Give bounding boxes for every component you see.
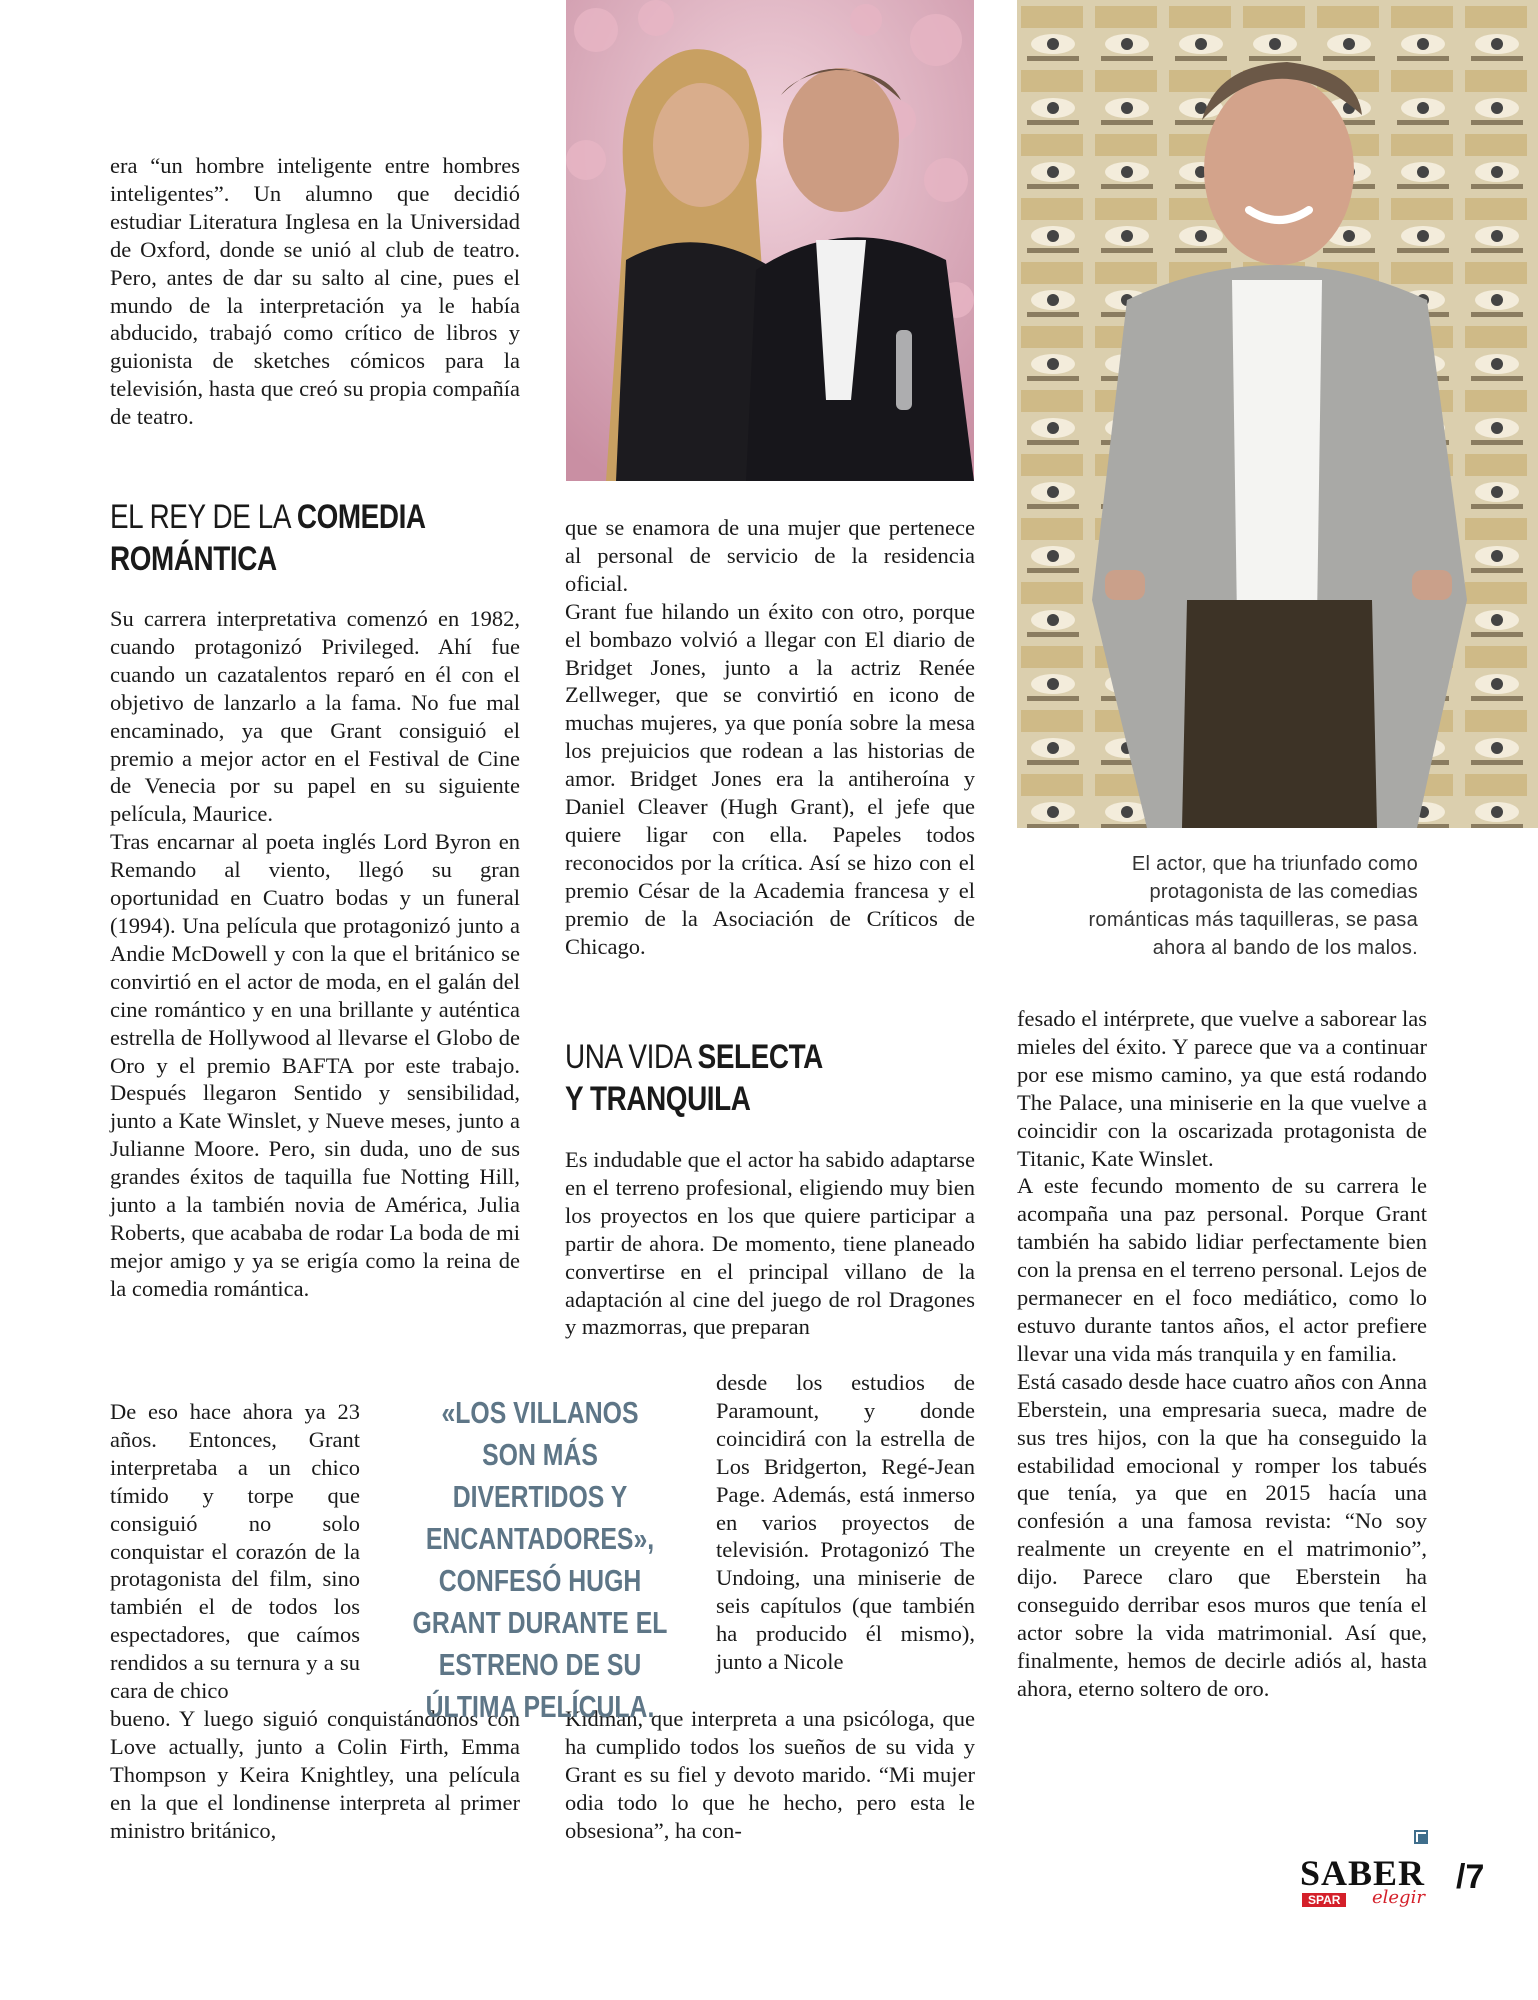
logo-store: SPAR <box>1308 1893 1341 1907</box>
heading2-bold-2: Y TRANQUILA <box>565 1080 751 1118</box>
portrait-photo <box>1017 0 1538 828</box>
col1-paragraph-3-wide: bueno. Y luego siguió conquistándonos con Love actually, junto a Colin Firth, Emma Thompson y Keira Knightley, una película en la que el londinense interpreta al primer ministro británico, <box>110 1706 520 1843</box>
col2-paragraph-3-narrow: desde los estudios de Paramount, y donde coincidirá con la estrella de Los Bridgerton, Regé-Jean Page. Además, está inmerso en varios proyectos de televisión. Protagonizó The Undoing, una miniserie de seis capítulos (que también ha producido él mismo), junto a Nicole <box>716 1370 975 1675</box>
section-heading-1 <box>110 496 426 580</box>
couple-photo <box>566 0 974 481</box>
heading1-light: EL REY DE LA <box>110 498 290 536</box>
saber-elegir-logo <box>1300 1855 1448 1917</box>
col1-paragraph-1: Su carrera interpretativa comenzó en 1982, cuando protagonizó Privileged. Ahí fue cuando un cazatalentos reparó en él con el objetivo de lanzarlo a la fama. No fue mal encaminado, ya que Grant consiguió el premio a mejor actor en el Festival de Cine de Venecia por su papel en su siguiente película, Maurice. <box>110 606 520 827</box>
col2-body <box>565 514 975 961</box>
end-of-article-icon <box>1414 1830 1428 1844</box>
page-number: /7 <box>1456 1858 1485 1896</box>
col2-paragraph-3-wide: Es indudable que el actor ha sabido adaptarse en el terreno profesional, eligiendo muy bien los proyectos en los que quiere participar a partir de ahora. De momento, tiene planeado convertirse en el principal villano de la adaptación al cine del juego de rol Dragones y mazmorras, que preparan <box>565 1147 975 1340</box>
col2-paragraph-3-end: Kidman, que interpreta a una psicóloga, que ha cumplido todos los sueños de su vida y Grant es su fiel y devoto marido. “Mi mujer odia todo lo que he hecho, pero esta le obsesiona”, ha con- <box>565 1706 975 1843</box>
portrait-photo-illustration <box>1017 0 1538 828</box>
col3-paragraph-2: A este fecundo momento de su carrera le acompaña una paz personal. Porque Grant también ha sabido lidiar perfectamente bien con la prensa en el terreno personal. Lejos de permanecer en el foco mediático, como lo estuvo durante tantos años, el actor prefiere llevar una vida más tranquila y en familia. <box>1017 1173 1427 1366</box>
section-heading-2 <box>565 1036 823 1120</box>
col3-paragraph-1: fesado el intérprete, que vuelve a saborear las mieles del éxito. Y parece que va a continuar por ese mismo camino, ya que está rodando The Palace, una miniserie en la que vuelve a coincidir con la oscarizada protagonista de Titanic, Kate Winslet. <box>1017 1006 1427 1171</box>
logo-spar-badge <box>1302 1893 1346 1907</box>
col1-body <box>110 605 520 1303</box>
col2-wide <box>565 1146 975 1341</box>
heading2-light: UNA VIDA <box>565 1038 691 1076</box>
heading2-bold-1: SELECTA <box>697 1038 823 1076</box>
col3-body <box>1017 1005 1427 1703</box>
col2-paragraph-2: Grant fue hilando un éxito con otro, porque el bombazo volvió a llegar con El diario de Bridget Jones, junto a la actriz Renée Zellweger, que se convirtió en icono de muchas mujeres, ya que ponía sobre la mesa los prejuicios que rodean a las historias de amor. Bridget Jones era la antiheroína y Daniel Cleaver (Hugh Grant), el jefe que quiere ligar con ella. Papeles todos reconocidos por la crítica. Así se hizo con el premio César de la Academia francesa y el premio de la Asociación de Críticos de Chicago. <box>565 598 975 959</box>
col2-narrow <box>716 1369 975 1676</box>
couple-photo-illustration <box>566 0 974 481</box>
col1-paragraph-2: Tras encarnar al poeta inglés Lord Byron en Remando al viento, llegó su gran oportunidad en Cuatro bodas y un funeral (1994). Una película que protagonizó junto a Andie McDowell y con la que el británico se convirtió en el actor de moda, en el galán del cine romántico y en una brillante y auténtica estrella de Hollywood al llevarse el Globo de Oro y el premio BAFTA por este trabajo. Después llegaron Sentido y sensibilidad, junto a Kate Winslet, y Nueve meses, junto a Julianne Moore. Pero, sin duda, uno de sus grandes éxitos de taquilla fue Notting Hill, junto a la también novia de América, Julia Roberts, que acababa de rodar La boda de mi mejor amigo y ya se erigía como la reina de la comedia romántica. <box>110 829 520 1301</box>
col3-paragraph-3: Está casado desde hace cuatro años con Anna Eberstein, una empresaria sueca, madre de sus tres hijos, con la que ha conseguido la estabilidad emocional y romper los tabués que tenía, ya que en 2015 hacía una confesión a una famosa revista: “No soy realmente un creyente en el matrimonio”, dijo. Parece claro que Eberstein ha conseguido derribar esos muros que tenía el actor sobre la vida matrimonial. Así que, finalmente, hemos de decirle adiós al, hasta ahora, eterno soltero de oro. <box>1017 1368 1427 1701</box>
col1-paragraph-3-narrow: De eso hace ahora ya 23 años. Entonces, Grant interpretaba a un chico tímido y torpe que consiguió no solo conquistar el corazón de la protagonista del film, sino también el de todos los espectadores, que caímos rendidos a su ternura y a su cara de chico <box>110 1399 360 1704</box>
pull-quote: «LOS VILLANOS SON MÁS DIVERTIDOS Y ENCANTADORES», CONFESÓ HUGH GRANT DURANTE EL ESTRENO DE SU ÚLTIMA PELÍCULA. <box>412 1395 668 1724</box>
logo-subtitle: elegir <box>1372 1887 1425 1908</box>
logo-brand: SABER <box>1300 1853 1426 1893</box>
col2-paragraph-1: que se enamora de una mujer que pertenece al personal de servicio de la residencia oficial. <box>565 515 975 596</box>
photo-caption: El actor, que ha triunfado como protagonista de las comedias románticas más taquilleras, se pasa ahora al bando de los malos. <box>1088 853 1418 959</box>
col1-intro <box>110 152 520 431</box>
col1-intro-paragraph: era “un hombre inteligente entre hombres inteligentes”. Un alumno que decidió estudiar Literatura Inglesa en la Universidad de Oxford, donde se unió al club de teatro. Pero, antes de dar su salto al cine, pues el mundo de la interpretación ya le había abducido, trabajó como crítico de libros y guionista de sketches cómicos para la televisión, hasta que creó su propia compañía de teatro. <box>110 153 520 430</box>
col1-narrow <box>110 1398 360 1705</box>
heading1-bold-1: COMEDIA <box>296 498 426 536</box>
heading1-bold-2: ROMÁNTICA <box>110 540 277 578</box>
